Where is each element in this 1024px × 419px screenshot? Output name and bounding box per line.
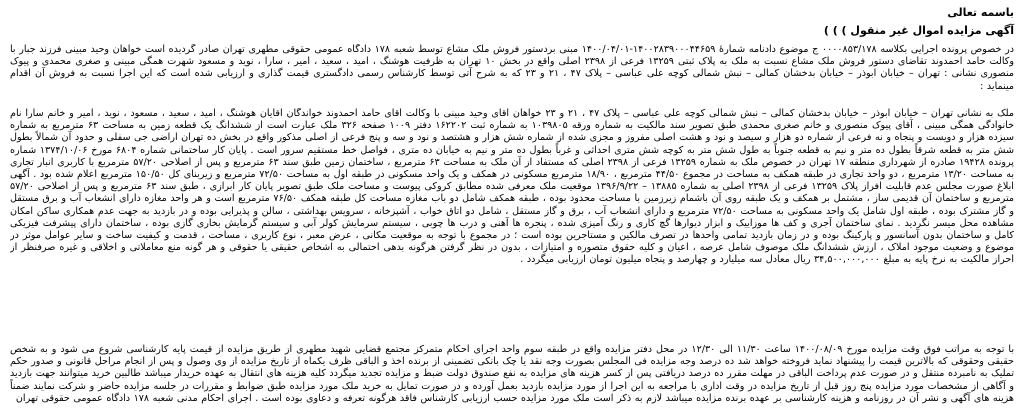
basmala-heading: باسمه تعالی <box>947 6 1014 19</box>
property-description-paragraph: ملک به نشانی تهران – خیابان ابوذر – خیابان بدخشان کمالی – نبش شمالی کوچه علی عباسی – پلاک ۴۷ ، ۲۱ و ۲۳ خواهان آقای وحید مبینی با وکالت آقای حامد احمدوند خواندگان آقایان هوشنگ ، امید ، سعید ، مسعود ، نوید ، امیر و خانم سارا نام خانوادگی همگی مبینی ، آقای پیوک منصوری و خانم صغری محمدی طبق تصویر سند مالکیت به شماره ورقه ۱۰۳۹۸۰۵ به شماره ثبت ۱۶۲۲۰۲ دفتر ۱۰۰۹ صفحه ۳۲۶ ملک عبارت است از ششدانگ یک قطعه زمین به مساحت ۶۳ مترمربع به شماره سیزده هزار و دویست و پنجاه و نه فرعی از شماره دو هزار و سیصد و نود و هشت اصلی مفروز و مجزی شده از شماره شش هزار و هشتصد و نود و سه و پنج فرعی از اصلی مذکور واقع در بخش ده تهران اراضی جی سفلی و حدود آن شمالاً بطول شش متر به قطعه شرقاً بطول ده متر و نیم به قطعه جنوباً به طول شش متر به کوچه شش متری احداثی و غرباً بطول ده متر و نیم به خیابان ده متری ، فواصل خط مستقیم سرور است . پایان کار ساختمانی شماره ۶۸۰۴ مورخ ۱۳۷۴/۱۰/۰۶ شماره پرونده ۱۹۴۲۸ صادره از شهرداری منطقه ۱۷ تهران در خصوص ملک به شماره ۱۳۲۵۹ فرعی از ۲۳۹۸ اصلی که مستفاد از آن ملک به مساحت ۶۳ مترمربع ، ساختمان زمین طبق سند ۶۳ مترمربع و پس از اصلاحی ۵۷/۲۰ مترمربع با کاربری انبار تجاری به مساحت ۱۳/۲۰ مترمربع ، دو واحد تجاری در طبقه همکف به مساحت در مجموع ۴۴/۵۰ مترمربع ، ۱۸/۹۰ مترمربع مسکونی در همکف و یک واحد مسکونی در طبقه اول به مساحت ۷۲/۵۰ مترمربع و زیربنای کل ۱۵۰/۵۰ مترمربع اعلام شده بود . آگهی ابلاغ صورت مجلس عدم قابلیت افراز پلاک ۱۳۲۵۹ فرعی از ۲۳۹۸ اصلی به شماره ۱۳۸۸۵ – ۱۳۹۶/۹/۲۲ موقعیت ملک معرفی شده مطابق کروکی پیوست و مساحت ملک طبق تصویر پایان کار ابرازی ، طبق سند ۶۳ مترمربع و پس از اصلاحی ۵۷/۲۰ مترمربع و ساختمان آن قدیمی ساز ، مشتمل بر همکف و یک طبقه روی آن باشمام زیرزمین با مساحت محدود بوده ، طبقه همکف شامل دو باب مغازه مساحت کل طبقه همکف ۷۶/۵۰ مترمربع است و هر واحد مغازه دارای انشعاب آب و برق مستقل و گاز مشترک بوده ، طبقه اول شامل یک واحد مسکونی به مساحت ۷۲/۵۰ مترمربع و دارای انشعاب آب ، برق و گاز مستقل ، شامل دو اتاق خواب ، آشپزخانه ، سرویس بهداشتی ، سالن و پذیرایی بوده و در بازدید به جهت عدم همکاری ساکن امکان مشاهده محل میسر نگردید . نمای ساختمان آجری و کف ها موزاییک و ابزار دیوارها گچ کاری و رنگ آمیزی شده ، پنجره ها آهنی و درب ها چوبی ، سیستم سرمایش کولر آبی و سیستم گرمایش بخاری گازی بوده ، ساختمان دارای پیشرفت فیزیکی کامل و ساختمان بدون آسانسور و پارکینگ بوده و در زمان بازدید تمامی واحدها در تصرف مالکین و مستاجرین بوده است ؛ در مجموع با توجه به موقعیت مکانی ، عرض معبر ، نوع کاربری ، مساحت ، قدمت و کیفیت ساخت و سایر عوامل موثر در موضوع و وضعیت موجود املاک ، ارزش ششدانگ ملک موصوف شامل عرصه ، اعیان و کلیه حقوق متصوره و امتیازات ، بدون در نظر گرفتن هرگونه بدهی احتمالی به اشخاص حقیقی یا حقوقی و هر گونه منع معاملاتی و اخلاقی و غیره صرفنظر از احراز مالکیت به نرخ پایه به مبلغ ۳۴,۵۰۰,۰۰۰,۰۰۰ ریال معادل سه میلیارد و چهارصد و پنجاه میلیون تومان ارزیابی میگردد . <box>10 108 1014 266</box>
auction-terms-paragraph: با توجه به مراتب فوق وقت مزایده مورخ ۱۴۰۰/۰۸/۰۹ ساعت ۱۱/۳۰ الی ۱۲/۳۰ در محل دفتر مزایده واقع در طبقه سوم واحد اجرای احکام متمرکز مجتمع قضایی شهید مطهری از طریق مزایده از قیمت پایه کارشناسی شروع می شود و به شخص حقیقی وحقوقی که بالاترین قیمت را پیشنهاد نماید فروخته خواهد شد ده درصد وجه مزایده فی المجلس بصورت وجه نقد یا چک بانکی تضمینی از برنده اخذ و الباقی ظرف یکماه از تاریخ مزایده از وی وصول و پس از انجام مراحل قانونی و صدور حکم تملیک به نامبرده منتقل و در صورت عدم پرداخت الباقی در مهلت مقرر ده درصد دریافتی پس از کسر هزینه های مزایده به نفع صندوق دولت ضبط و مزایده تجدید میگردد کلیه هزینه های انتقال به عهده خریدار میباشد طالبین خرید میتوانند جهت بازدید و آگاهی از مشخصات مورد مزایده پنج روز قبل از تاریخ مزایده در وقت اداری با مراجعه به این اجرا از مورد مزایده بازدید بعمل آورده و در صورت تمایل به خرید ملک مورد مزایده طبق ضوابط و مقررات در جلسه مزایده حاضر و شرکت نمایند ضمناً هزینه های آگهی و نشر آن در روزنامه و هزینه کارشناسی بر عهده برنده مزایده میباشد لازم به ذکر است ملک مورد مزایده حسب ارزیابی کارشناس فاقد هرگونه تعرفه و دعاوی بوده است . اجرای احکام مدنی شعبه ۱۷۸ دادگاه عمومی حقوقی تهران <box>10 344 1014 404</box>
notice-title: آگهی مزایده اموال غیر منقول ) ) ) <box>823 24 1014 37</box>
intro-paragraph: در خصوص پرونده اجرایی بکلاسه ۰۰۰۰۸۵۳/۱۷۸ ج موضوع دادنامه شمارۀ ۱۴۰۰۲۸۳۹۰۰۰۴۴۶۵۹-۱۴۰۰/۰۴/۰۱ مبنی بردستور فروش ملک مشاع توسط شعبه ۱۷۸ دادگاه عمومی حقوقی مطهری تهران صادر گردیده است خواهان وحید مبینی فرزند جبار با وکالت حامد احمدوند تقاضای دستور فروش ملک مشاع نسبت به ملک به پلاک ثبتی ۱۳۲۵۹ فرعی از ۲۳۹۸ اصلی واقع در بخش ۱۰ تهران به ظرفیت هوشنگ ، امید ، سعید ، امیر ، سارا ، نوید و مسعود شهرت همگی مبینی و صغری محمدی و پیوک منصوری نشانی : تهران – خیابان ابوذر – خیابان بدخشان کمالی – نبش شمالی کوچه علی عباسی – پلاک ۴۷ ، ۲۱ و ۲۳ که به شرح آتی توسط کارشناس رسمی دادگستری قیمت گذاری و ارزیابی شده است که این اجرا نسبت به فروش آن اقدام مینماید : <box>10 44 1014 92</box>
